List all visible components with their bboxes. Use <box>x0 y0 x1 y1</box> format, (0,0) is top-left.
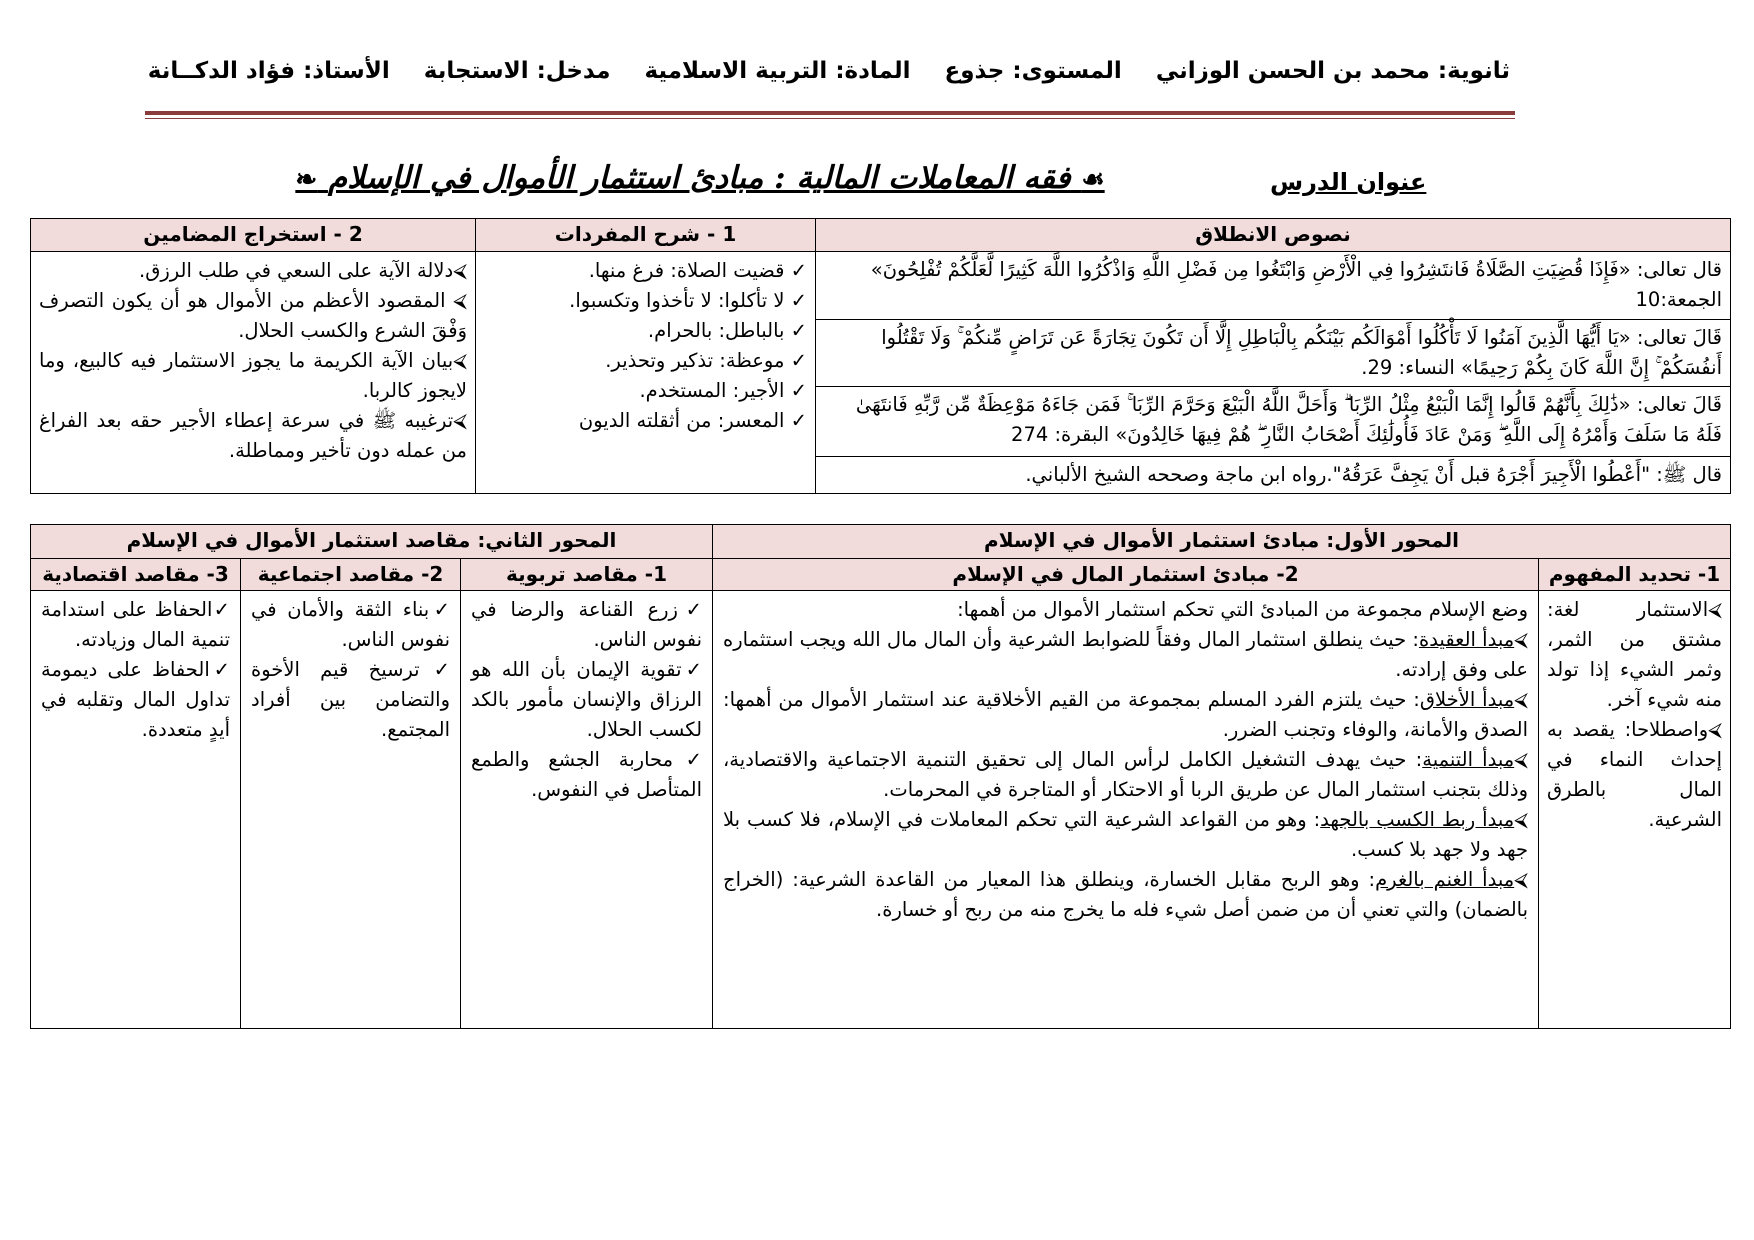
principle-item <box>723 625 1528 685</box>
contents-item: ⮘بيان الآية الكريمة ما يجوز الاستثمار فيه كالبيع، وما لايجوز كالربا. <box>39 349 467 402</box>
contents-item: ⮘ المقصود الأعظم من الأموال هو أن يكون التصرف وَفْقَ الشرع والكسب الحلال. <box>39 289 467 342</box>
educational-item: ✓زرع القناعة والرضا في نفوس الناس. <box>471 598 703 651</box>
header-divider <box>145 111 1515 115</box>
vocab-item: ✓ قضيت الصلاة: فرغ منها. <box>588 259 807 282</box>
header-divider-thin <box>145 118 1515 119</box>
principle-name: مبدأ العقيدة <box>1418 628 1515 651</box>
arrow-icon: ⮘ <box>1514 688 1529 711</box>
lesson-title-text: فقه المعاملات المالية : مبادئ استثمار الأموال في الإسلام <box>327 160 1071 196</box>
concept-cell <box>1539 591 1731 1029</box>
principle-item <box>723 865 1528 925</box>
concept-item: ⮘الاستثمار لغة: مشتق من الثمر، وثمر الشيء إذا تولد منه شيء آخر. <box>1547 598 1723 711</box>
principle-text: : حيث يهدف التشغيل الكامل لرأس المال إلى تحقيق التنمية الاجتماعية والاقتصادية، وذلك بتجنب استثمار المال عن طريق الربا أو الاحتكار أو المتاجرة في المحرمات. <box>723 748 1529 801</box>
social-header: 2- مقاصد اجتماعية <box>241 559 461 591</box>
axis1-title: المحور الأول: مبادئ استثمار الأموال في الإسلام <box>713 525 1731 559</box>
educational-cell <box>461 591 713 1029</box>
lesson-title <box>290 160 1110 196</box>
quote-jumua: قال تعالى: «فَإِذَا قُضِيَتِ الصَّلَاةُ فَانتَشِرُوا فِي الْأَرْضِ وَابْتَغُوا مِن فَضْلِ اللَّهِ وَاذْكُرُوا اللَّهَ كَثِيرًا لَّعَلَّكُمْ تُفْلِحُونَ» الجمعة:10 <box>870 258 1722 311</box>
ornament-right-icon: ☙ <box>1081 165 1105 195</box>
level: المستوى: جذوع <box>944 58 1122 84</box>
header-info <box>147 58 1510 84</box>
arrow-icon: ⮘ <box>1514 748 1529 771</box>
principle-item <box>723 745 1528 805</box>
contents-item: ⮘ترغيبه ﷺ في سرعة إعطاء الأجير حقه بعد الفراغ من عمله دون تأخير ومماطلة. <box>39 409 467 462</box>
principles-header: 2- مبادئ استثمار المال في الإسلام <box>713 559 1539 591</box>
principle-name: مبدأ الغنم بالغرم <box>1375 868 1515 891</box>
quote-hadith: قال ﷺ: "أَعْطُوا الْأَجِيرَ أَجْرَهُ قبل أَنْ يَجِفَّ عَرَقُهُ".رواه ابن ماجة وصححه الشيخ الألباني. <box>1025 463 1722 486</box>
ornament-left-icon: ❧ <box>295 165 318 195</box>
vocab-item: ✓ موعظة: تذكير وتحذير. <box>605 349 807 372</box>
axes-table <box>30 524 1731 1029</box>
quote-cell <box>816 457 1731 494</box>
school-name: ثانوية: محمد بن الحسن الوزاني <box>1155 58 1510 84</box>
contents-cell <box>31 252 476 494</box>
economic-item: ✓الحفاظ على استدامة تنمية المال وزيادته. <box>41 598 231 651</box>
principle-name: مبدأ التنمية <box>1422 748 1515 771</box>
economic-cell <box>31 591 241 1029</box>
quote-cell <box>816 320 1731 387</box>
header-vocab: 1 - شرح المفردات <box>476 219 816 252</box>
vocab-item: ✓ الأجير: المستخدم. <box>639 379 807 402</box>
subject: المادة: التربية الاسلامية <box>644 58 911 84</box>
vocab-item: ✓ بالباطل: بالحرام. <box>647 319 807 342</box>
quote-nisa: قَالَ تعالى: «يَا أَيُّهَا الَّذِينَ آمَنُوا لَا تَأْكُلُوا أَمْوَالَكُم بَيْنَكُم بِالْبَاطِلِ إِلَّا أَن تَكُونَ تِجَارَةً عَن تَرَاضٍ مِّنكُمْ ۚ وَلَا تَقْتُلُوا أَنفُسَكُمْ ۚ إِنَّ اللَّهَ كَانَ بِكُمْ رَحِيمًا» النساء: 29. <box>881 326 1722 379</box>
axis2-title: المحور الثاني: مقاصد استثمار الأموال في الإسلام <box>31 525 713 559</box>
principle-text: : حيث يلتزم الفرد المسلم بمجموعة من القيم الأخلاقية عند استثمار الأموال من أهمها: الصدق والأمانة، والوفاء وتجنب الضرر. <box>723 688 1529 741</box>
principles-intro: وضع الإسلام مجموعة من المبادئ التي تحكم استثمار الأموال من أهمها: <box>957 598 1529 621</box>
quote-baqara: قَالَ تعالى: «ذَٰلِكَ بِأَنَّهُمْ قَالُوا إِنَّمَا الْبَيْعُ مِثْلُ الرِّبَا ۗ وَأَحَلَّ اللَّهُ الْبَيْعَ وَحَرَّمَ الرِّبَا ۚ فَمَن جَاءَهُ مَوْعِظَةٌ مِّن رَّبِّهِ فَانتَهَىٰ فَلَهُ مَا سَلَفَ وَأَمْرُهُ إِلَى اللَّهِ ۖ وَمَنْ عَادَ فَأُولَٰئِكَ أَصْحَابُ النَّارِ ۖ هُمْ فِيهَا خَالِدُونَ» البقرة: 274 <box>855 393 1722 446</box>
principle-text: : وهو من القواعد الشرعية التي تحكم المعاملات في الإسلام، فلا كسب بلا جهد ولا جهد بلا كسب. <box>723 808 1529 861</box>
social-cell <box>241 591 461 1029</box>
principle-item <box>723 685 1528 745</box>
header-contents: 2 - استخراج المضامين <box>31 219 476 252</box>
principle-item <box>723 805 1528 865</box>
arrow-icon: ⮘ <box>1514 808 1529 831</box>
arrow-icon: ⮘ <box>1514 628 1529 651</box>
educational-item: ✓محاربة الجشع والطمع المتأصل في النفوس. <box>471 748 703 801</box>
vocab-cell <box>476 252 816 494</box>
quote-cell <box>816 252 1731 320</box>
quote-cell <box>816 387 1731 457</box>
principle-name: مبدأ الأخلاق <box>1419 688 1515 711</box>
concept-header: 1- تحديد المفهوم <box>1539 559 1731 591</box>
social-item: ✓بناء الثقة والأمان في نفوس الناس. <box>251 598 451 651</box>
starting-texts-table <box>30 218 1731 494</box>
header-texts: نصوص الانطلاق <box>816 219 1731 252</box>
principle-text: : وهو الربح مقابل الخسارة، وينطلق هذا المعيار من القاعدة الشرعية: (الخراج بالضمان) والتي تعني أن من ضمن أصل شيء فله ما يخرج منه من ربح أو خسارة. <box>723 868 1529 921</box>
principle-name: مبدأ ربط الكسب بالجهد <box>1320 808 1515 831</box>
educational-item: ✓تقوية الإيمان بأن الله هو الرزاق والإنسان مأمور بالكد لكسب الحلال. <box>471 658 703 741</box>
educational-header: 1- مقاصد تربوية <box>461 559 713 591</box>
vocab-item: ✓ لا تأكلوا: لا تأخذوا وتكسبوا. <box>569 289 807 312</box>
entry: مدخل: الاستجابة <box>423 58 611 84</box>
social-item: ✓ترسيخ قيم الأخوة والتضامن بين أفراد المجتمع. <box>251 658 451 741</box>
principle-text: : حيث ينطلق استثمار المال وفقاً للضوابط الشرعية وأن المال مال الله ويجب استثماره على وفق إرادته. <box>723 628 1529 681</box>
principles-cell <box>713 591 1539 1029</box>
lesson-label: عنوان الدرس <box>1270 168 1427 196</box>
contents-item: ⮘دلالة الآية على السعي في طلب الرزق. <box>139 259 467 282</box>
economic-item: ✓الحفاظ على ديمومة تداول المال وتقلبه في أيدٍ متعددة. <box>41 658 231 741</box>
concept-item: ⮘واصطلاحا: يقصد به إحداث النماء في المال بالطرق الشرعية. <box>1547 718 1723 831</box>
economic-header: 3- مقاصد اقتصادية <box>31 559 241 591</box>
teacher: الأستاذ: فؤاد الدكــانة <box>147 58 390 84</box>
vocab-item: ✓ المعسر: من أثقلته الديون <box>578 409 807 432</box>
arrow-icon: ⮘ <box>1514 868 1529 891</box>
